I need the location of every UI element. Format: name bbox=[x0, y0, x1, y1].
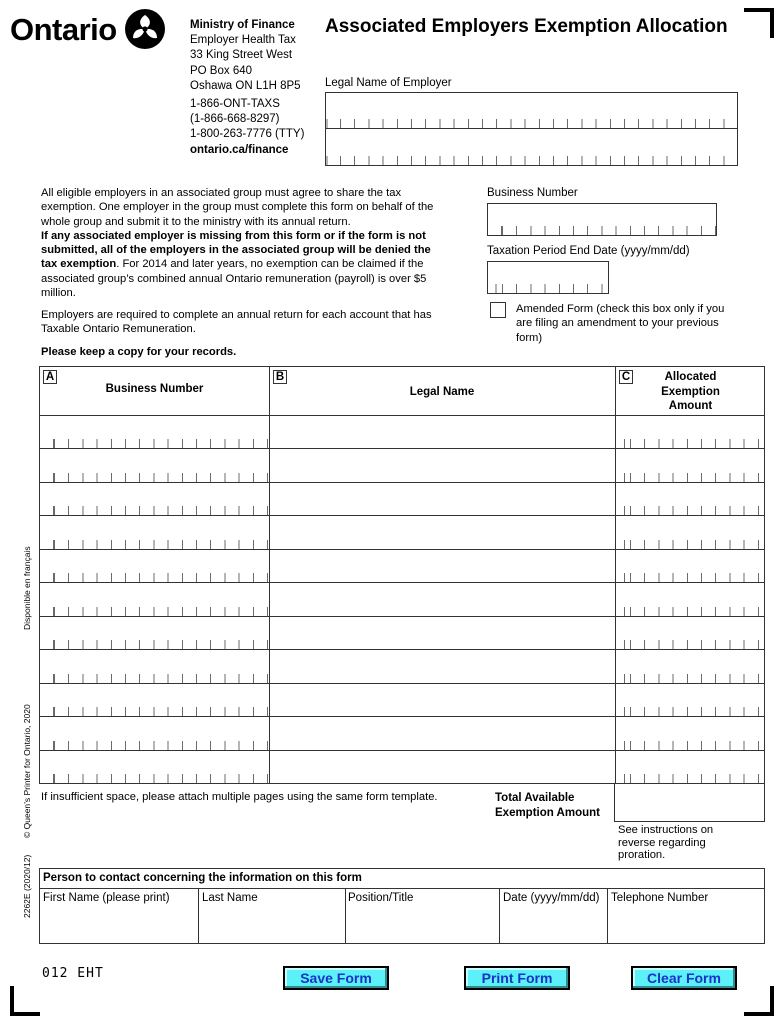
keep-copy-note: Please keep a copy for your records. bbox=[41, 346, 237, 358]
row-allocated-amount-input[interactable] bbox=[616, 449, 764, 481]
first-name-label: First Name (please print) bbox=[43, 892, 170, 904]
column-a-title: Business Number bbox=[105, 383, 204, 395]
ministry-address bbox=[190, 18, 304, 158]
position-input[interactable] bbox=[347, 907, 498, 943]
print-form-button[interactable]: Print Form bbox=[464, 966, 570, 990]
row-legal-name-input[interactable] bbox=[270, 416, 614, 448]
column-divider bbox=[499, 889, 500, 943]
business-number-label: Business Number bbox=[487, 187, 578, 199]
row-business-number-input[interactable] bbox=[40, 483, 268, 515]
row-legal-name-input[interactable] bbox=[270, 650, 614, 682]
date-input[interactable] bbox=[501, 907, 606, 943]
row-allocated-amount-input[interactable] bbox=[616, 516, 764, 548]
row-business-number-input[interactable] bbox=[40, 449, 268, 481]
form-title: Associated Employers Exemption Allocation bbox=[325, 16, 728, 37]
corner-mark-bottom-left bbox=[10, 986, 40, 1016]
ontario-logo-text: Ontario bbox=[10, 12, 117, 47]
row-legal-name-input[interactable] bbox=[270, 751, 614, 783]
last-name-label: Last Name bbox=[202, 892, 258, 904]
ministry-name: Ministry of Finance bbox=[190, 19, 295, 31]
row-allocated-amount-input[interactable] bbox=[616, 684, 764, 716]
contact-table bbox=[39, 868, 765, 944]
row-business-number-input[interactable] bbox=[40, 684, 268, 716]
row-allocated-amount-input[interactable] bbox=[616, 483, 764, 515]
row-business-number-input[interactable] bbox=[40, 617, 268, 649]
row-legal-name-input[interactable] bbox=[270, 516, 614, 548]
legal-name-label: Legal Name of Employer bbox=[325, 77, 452, 89]
proration-note: See instructions on reverse regarding proration. bbox=[618, 824, 714, 861]
first-name-input[interactable] bbox=[41, 907, 197, 943]
address-line: Employer Health Tax bbox=[190, 34, 296, 47]
date-label: Date (yyyy/mm/dd) bbox=[503, 892, 600, 904]
copyright-note: © Queen’s Printer for Ontario, 2020 bbox=[22, 704, 32, 838]
row-business-number-input[interactable] bbox=[40, 717, 268, 749]
form-code: 012 EHT bbox=[42, 966, 104, 981]
corner-mark-bottom-right bbox=[744, 986, 774, 1016]
row-allocated-amount-input[interactable] bbox=[616, 617, 764, 649]
address-line: 33 King Street West bbox=[190, 49, 293, 62]
instructions-paragraph-2: Employers are required to complete an annual return for each account that has Taxable Ontario Remuneration. bbox=[41, 309, 432, 336]
instructions-rest: . For 2014 and later years, no exemption can be claimed if the associated group’s combined annual Ontario remuneration (payroll) is over $5 million. bbox=[41, 258, 427, 300]
phone-line: 1-800-263-7776 (TTY) bbox=[190, 128, 305, 141]
telephone-input[interactable] bbox=[609, 907, 764, 943]
save-form-button[interactable]: Save Form bbox=[283, 966, 389, 990]
row-allocated-amount-input[interactable] bbox=[616, 751, 764, 783]
employers-table bbox=[39, 366, 765, 784]
row-legal-name-input[interactable] bbox=[270, 684, 614, 716]
disponible-en-francais: Disponible en français bbox=[22, 546, 32, 630]
ontario-trillium-logo-icon bbox=[124, 8, 166, 50]
taxation-period-input[interactable] bbox=[487, 261, 609, 294]
row-business-number-input[interactable] bbox=[40, 583, 268, 615]
row-allocated-amount-input[interactable] bbox=[616, 650, 764, 682]
row-allocated-amount-input[interactable] bbox=[616, 717, 764, 749]
form-number: 2262E (2020/12) bbox=[22, 854, 32, 918]
telephone-label: Telephone Number bbox=[611, 892, 709, 904]
row-legal-name-input[interactable] bbox=[270, 550, 614, 582]
row-business-number-input[interactable] bbox=[40, 751, 268, 783]
legal-name-input-line-1[interactable] bbox=[325, 92, 738, 129]
row-business-number-input[interactable] bbox=[40, 416, 268, 448]
row-business-number-input[interactable] bbox=[40, 516, 268, 548]
phone-line: 1-866-ONT-TAXS bbox=[190, 98, 280, 111]
amended-form-checkbox[interactable] bbox=[490, 302, 506, 318]
website-link[interactable]: ontario.ca/finance bbox=[190, 143, 289, 156]
instructions-intro: All eligible employers in an associated group must agree to share the tax exemption. One employer in the group must complete this form on behalf of the whole group and submit it to the ministry with its annual return. bbox=[41, 187, 434, 228]
total-exemption-input[interactable] bbox=[614, 784, 765, 822]
column-b-letter: B bbox=[273, 370, 287, 384]
corner-mark-top-right bbox=[744, 8, 774, 38]
amended-form-label: Amended Form (check this box only if you are filing an amendment to your previous form) bbox=[516, 303, 725, 344]
address-line: Oshawa ON L1H 8P5 bbox=[190, 79, 301, 92]
taxation-period-label: Taxation Period End Date (yyyy/mm/dd) bbox=[487, 245, 690, 257]
column-c-title-line: Exemption bbox=[661, 385, 720, 398]
column-a-letter: A bbox=[43, 370, 57, 384]
column-c-title-line: Amount bbox=[668, 400, 713, 412]
column-c-title-line: Allocated bbox=[664, 371, 717, 383]
row-business-number-input[interactable] bbox=[40, 550, 268, 582]
clear-form-button[interactable]: Clear Form bbox=[631, 966, 737, 990]
legal-name-input-line-2[interactable] bbox=[325, 128, 738, 166]
address-line: PO Box 640 bbox=[190, 64, 253, 77]
column-c-letter: C bbox=[619, 370, 633, 384]
column-divider bbox=[607, 889, 608, 943]
row-legal-name-input[interactable] bbox=[270, 483, 614, 515]
row-allocated-amount-input[interactable] bbox=[616, 416, 764, 448]
row-allocated-amount-input[interactable] bbox=[616, 583, 764, 615]
total-label-line: Total Available bbox=[495, 792, 575, 804]
row-legal-name-input[interactable] bbox=[270, 717, 614, 749]
total-label-line: Exemption Amount bbox=[495, 807, 600, 819]
instructions-warning: If any associated employer is missing from this form or if the form is not submitted, all of the employers in the associated group will be denied the tax exemption bbox=[41, 229, 431, 271]
row-business-number-input[interactable] bbox=[40, 650, 268, 682]
row-legal-name-input[interactable] bbox=[270, 583, 614, 615]
column-c-title bbox=[615, 370, 766, 414]
business-number-input[interactable] bbox=[487, 203, 717, 236]
row-legal-name-input[interactable] bbox=[270, 449, 614, 481]
contact-heading: Person to contact concerning the information on this form bbox=[43, 872, 362, 884]
position-label: Position/Title bbox=[348, 892, 414, 904]
row-allocated-amount-input[interactable] bbox=[616, 550, 764, 582]
insufficient-space-note: If insufficient space, please attach multiple pages using the same form template. bbox=[41, 791, 438, 803]
column-b-title: Legal Name bbox=[409, 386, 475, 398]
last-name-input[interactable] bbox=[200, 907, 344, 943]
contact-header-divider bbox=[40, 888, 764, 889]
column-divider bbox=[345, 889, 346, 943]
row-legal-name-input[interactable] bbox=[270, 617, 614, 649]
total-available-label bbox=[495, 791, 600, 821]
phone-line: (1-866-668-8297) bbox=[190, 113, 280, 126]
column-divider bbox=[198, 889, 199, 943]
instructions-paragraph-1 bbox=[41, 186, 441, 300]
